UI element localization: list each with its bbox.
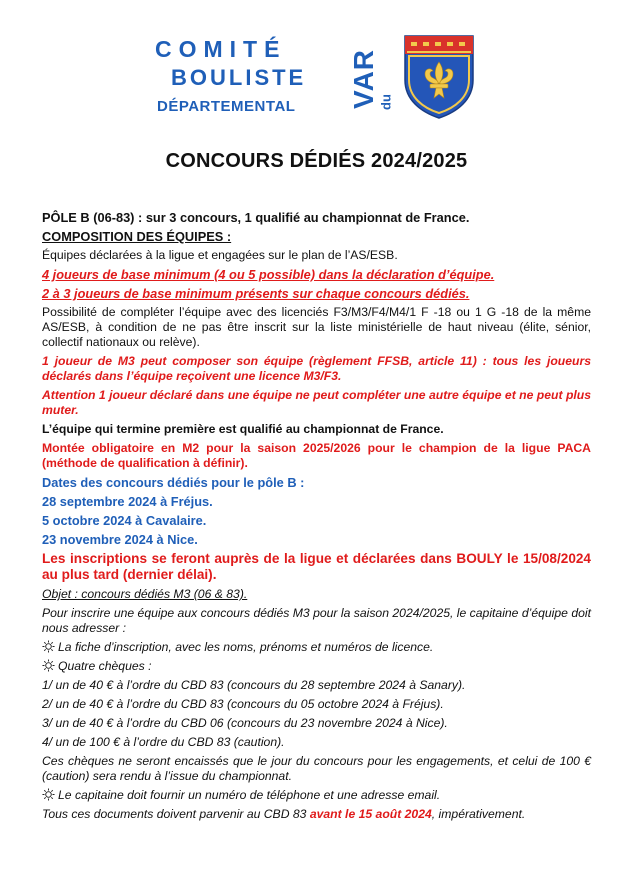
bullet-capitaine	[42, 788, 591, 803]
cheque-item: 3/ un de 40 € à l’ordre du CBD 06 (concours du 23 novembre 2024 à Nice).	[42, 716, 448, 730]
inscriptions-notice: Les inscriptions se feront auprès de la ligue et déclarées dans BOULY le 15/08/2024 au plus tard (dernier délai).	[42, 551, 591, 582]
bullet-fiche	[42, 640, 591, 655]
sun-bullet-icon	[42, 640, 55, 653]
logo-line-comite: COMITÉ	[155, 36, 287, 62]
bullet-capitaine-text: Le capitaine doit fournir un numéro de téléphone et une adresse email.	[58, 788, 441, 802]
dates-heading: Dates des concours dédiés pour le pôle B :	[42, 475, 305, 490]
composition-complete: Possibilité de compléter l’équipe avec des licenciés F3/M3/F4/M4/1 F -18 ou 1 G -18 de la même AS/ESB, à condition de ne pas être inscrit sur la liste ministérielle de haut niveau (élite, sénior, collectif nationaux ou relève).	[42, 305, 591, 349]
bullet-cheques	[42, 659, 591, 674]
intro-pole-b: PÔLE B (06-83) : sur 3 concours, 1 qualifié au championnat de France.	[42, 210, 470, 225]
date-item: 23 novembre 2024 à Nice.	[42, 532, 198, 547]
cheque-item: 1/ un de 40 € à l’ordre du CBD 83 (concours du 28 septembre 2024 à Sanary).	[42, 678, 466, 692]
date-item: 28 septembre 2024 à Fréjus.	[42, 494, 213, 509]
final-deadline: avant le 15 août 2024	[309, 807, 432, 821]
document-body	[42, 210, 591, 826]
logo-line-departemental: DÉPARTEMENTAL	[157, 98, 296, 115]
procedure-intro: Pour inscrire une équipe aux concours dédiés M3 pour la saison 2024/2025, le capitaine d’équipe doit nous adresser :	[42, 606, 591, 635]
composition-rule-1: 4 joueurs de base minimum (4 ou 5 possible) dans la déclaration d’équipe.	[42, 267, 495, 282]
composition-heading: COMPOSITION DES ÉQUIPES :	[42, 229, 232, 244]
logo-var-text: VAR	[348, 48, 379, 110]
sun-bullet-icon	[42, 659, 55, 672]
composition-rule-2: 2 à 3 joueurs de base minimum présents sur chaque concours dédiés.	[42, 286, 470, 301]
logo-line-bouliste: BOULISTE	[171, 65, 307, 90]
date-item: 5 octobre 2024 à Cavalaire.	[42, 513, 207, 528]
cheque-item: 4/ un de 100 € à l’ordre du CBD 83 (caution).	[42, 735, 285, 749]
final-after: , impérativement.	[431, 807, 526, 821]
sun-bullet-icon	[42, 788, 55, 801]
bullet-cheques-text: Quatre chèques :	[58, 659, 152, 673]
bullet-fiche-text: La fiche d’inscription, avec les noms, prénoms et numéros de licence.	[58, 640, 434, 654]
composition-attention: Attention 1 joueur déclaré dans une équipe ne peut compléter une autre équipe et ne peut plus muter.	[42, 388, 591, 417]
cheque-item: 2/ un de 40 € à l’ordre du CBD 83 (concours du 05 octobre 2024 à Fréjus).	[42, 697, 444, 711]
logo-du-text: du	[378, 94, 394, 110]
final-deadline-line	[42, 807, 591, 822]
final-before: Tous ces documents doivent parvenir au CBD 83	[42, 807, 310, 821]
composition-winner: L’équipe qui termine première est qualifié au championnat de France.	[42, 422, 444, 436]
objet-line: Objet : concours dédiés M3 (06 & 83).	[42, 587, 248, 601]
composition-montee: Montée obligatoire en M2 pour la saison 2025/2026 pour le champion de la ligue PACA (méthode de qualification à définir).	[42, 441, 591, 470]
cheques-encaisses: Ces chèques ne seront encaissés que le jour du concours pour les engagements, et celui de 100 € (caution) sera rendu à l’issue du championnat.	[42, 754, 591, 783]
composition-declared: Équipes déclarées à la ligue et engagées sur le plan de l’AS/ESB.	[42, 248, 398, 262]
var-coat-of-arms-icon	[403, 34, 475, 120]
page-title: CONCOURS DÉDIÉS 2024/2025	[165, 150, 468, 172]
logo-du-vertical	[377, 84, 395, 120]
composition-m3-rule: 1 joueur de M3 peut composer son équipe (règlement FFSB, article 11) : tous les joueurs déclarés dans l’équipe reçoivent une licence M3/F3.	[42, 354, 591, 383]
